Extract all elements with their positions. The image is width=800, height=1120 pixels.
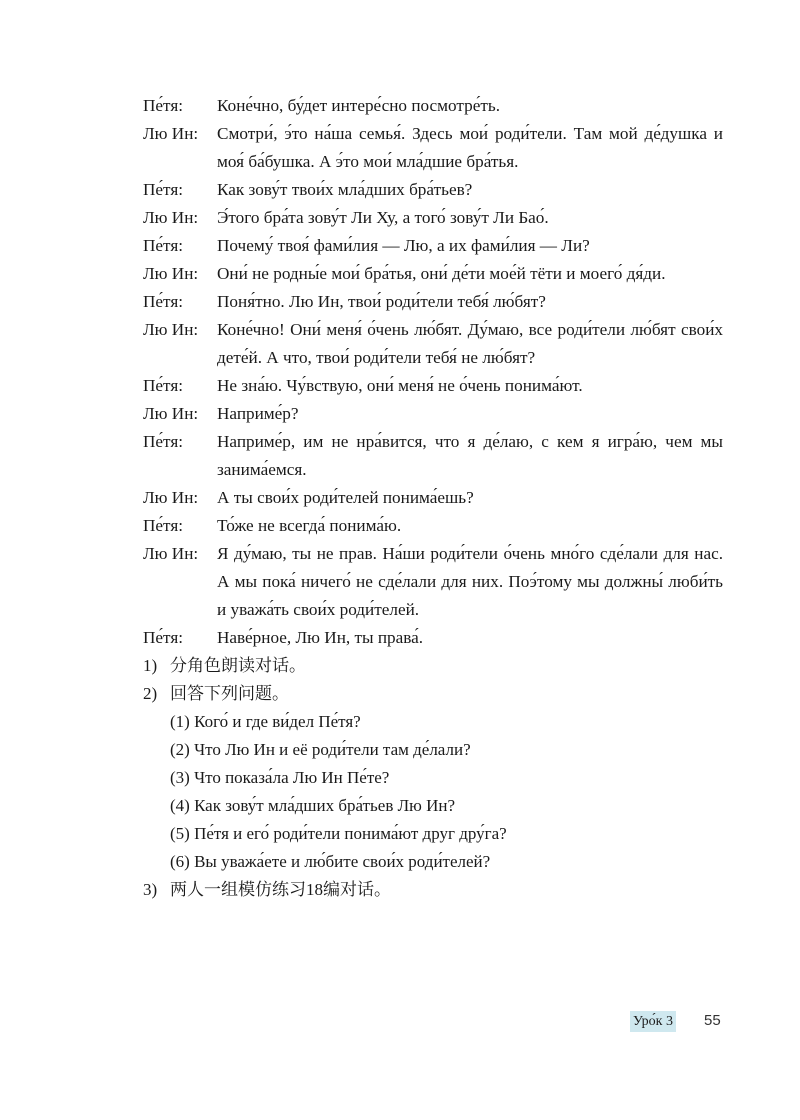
utterance-text: А ты свои́х роди́телей понима́ешь? — [217, 488, 474, 507]
utterance-text: Поня́тно. Лю Ин, твои́ роди́тели тебя́ лю́бят? — [217, 292, 546, 311]
speaker-name: Лю Ин: — [143, 208, 199, 227]
task-item — [143, 876, 723, 904]
utterance-text: Смотри́, э́то на́ша семья́. Здесь мои́ роди́тели. Там мой де́душка и моя́ ба́бушка. А э́то мои́ мла́дшие бра́тья. — [217, 124, 723, 171]
dialogue-line — [143, 288, 723, 316]
task-text: 回答下列问题。 — [170, 684, 289, 703]
utterance-text: Почему́ твоя́ фами́лия — Лю, а их фами́лия — Ли? — [217, 236, 590, 255]
dialogue-line — [143, 400, 723, 428]
question-item: (3) Что показа́ла Лю Ин Пе́те? — [170, 768, 390, 787]
question-item: (5) Пе́тя и его́ роди́тели понима́ют друг дру́га? — [170, 824, 507, 843]
dialogue-line — [143, 120, 723, 176]
dialogue-line — [143, 176, 723, 204]
dialogue-line — [143, 372, 723, 400]
dialogue-line — [143, 540, 723, 624]
lesson-label: Уро́к 3 — [630, 1011, 676, 1032]
utterance-text: Как зову́т твои́х мла́дших бра́тьев? — [217, 180, 473, 199]
dialogue-line — [143, 484, 723, 512]
question-item: (2) Что Лю Ин и её роди́тели там де́лали? — [170, 740, 471, 759]
speaker-name: Лю Ин: — [143, 124, 199, 143]
utterance-text: Коне́чно! Они́ меня́ о́чень лю́бят. Ду́маю, все роди́тели лю́бят свои́х дете́й. А что, твои́ роди́тели тебя́ не лю́бят? — [217, 320, 723, 367]
speaker-name: Пе́тя: — [143, 376, 184, 395]
dialogue-line — [143, 232, 723, 260]
dialogue-line — [143, 92, 723, 120]
task-text: 两人一组模仿练习18编对话。 — [170, 880, 391, 899]
page-number: 55 — [704, 1012, 721, 1029]
utterance-text: Коне́чно, бу́дет интере́сно посмотре́ть. — [217, 96, 500, 115]
dialogue-line — [143, 204, 723, 232]
task-item — [143, 680, 723, 708]
speaker-name: Лю Ин: — [143, 264, 199, 283]
question-list — [170, 708, 723, 876]
utterance-text: Наприме́р, им не нра́вится, что я де́лаю, с кем я игра́ю, чем мы занима́емся. — [217, 432, 723, 479]
speaker-name: Пе́тя: — [143, 236, 184, 255]
utterance-text: Не зна́ю. Чу́вствую, они́ меня́ не о́чень понима́ют. — [217, 376, 583, 395]
task-number: 3) — [143, 880, 158, 899]
question-item: (1) Кого́ и где ви́дел Пе́тя? — [170, 712, 361, 731]
speaker-name: Лю Ин: — [143, 404, 199, 423]
dialogue-line — [143, 428, 723, 484]
utterance-text: Наприме́р? — [217, 404, 299, 423]
dialogue-line — [143, 624, 723, 652]
task-text: 分角色朗读对话。 — [170, 656, 306, 675]
dialogue-line — [143, 260, 723, 288]
dialogue-line — [143, 316, 723, 372]
exercise-tasks — [143, 652, 723, 904]
utterance-text: То́же не всегда́ понима́ю. — [217, 516, 402, 535]
question-item: (4) Как зову́т мла́дших бра́тьев Лю Ин? — [170, 796, 456, 815]
utterance-text: Наве́рное, Лю Ин, ты права́. — [217, 628, 424, 647]
speaker-name: Пе́тя: — [143, 432, 184, 451]
dialogue-line — [143, 512, 723, 540]
speaker-name: Пе́тя: — [143, 180, 184, 199]
speaker-name: Пе́тя: — [143, 516, 184, 535]
dialogue — [143, 92, 723, 652]
speaker-name: Лю Ин: — [143, 320, 199, 339]
speaker-name: Лю Ин: — [143, 488, 199, 507]
utterance-text: Я ду́маю, ты не прав. На́ши роди́тели о́чень мно́го сде́лали для нас. А мы пока́ ничего́ не сде́лали для них. Поэ́тому мы должны́ люби́ть и уважа́ть свои́х роди́телей. — [217, 544, 723, 619]
task-number: 1) — [143, 656, 158, 675]
speaker-name: Пе́тя: — [143, 96, 184, 115]
speaker-name: Пе́тя: — [143, 628, 184, 647]
utterance-text: Э́того бра́та зову́т Ли Ху, а того́ зову́т Ли Бао́. — [217, 208, 549, 227]
task-item — [143, 652, 723, 680]
utterance-text: Они́ не родны́е мои́ бра́тья, они́ де́ти мое́й тёти и моего́ дя́ди. — [217, 264, 666, 283]
task-number: 2) — [143, 684, 158, 703]
speaker-name: Пе́тя: — [143, 292, 184, 311]
question-item: (6) Вы уважа́ете и лю́бите свои́х роди́телей? — [170, 852, 491, 871]
speaker-name: Лю Ин: — [143, 544, 199, 563]
